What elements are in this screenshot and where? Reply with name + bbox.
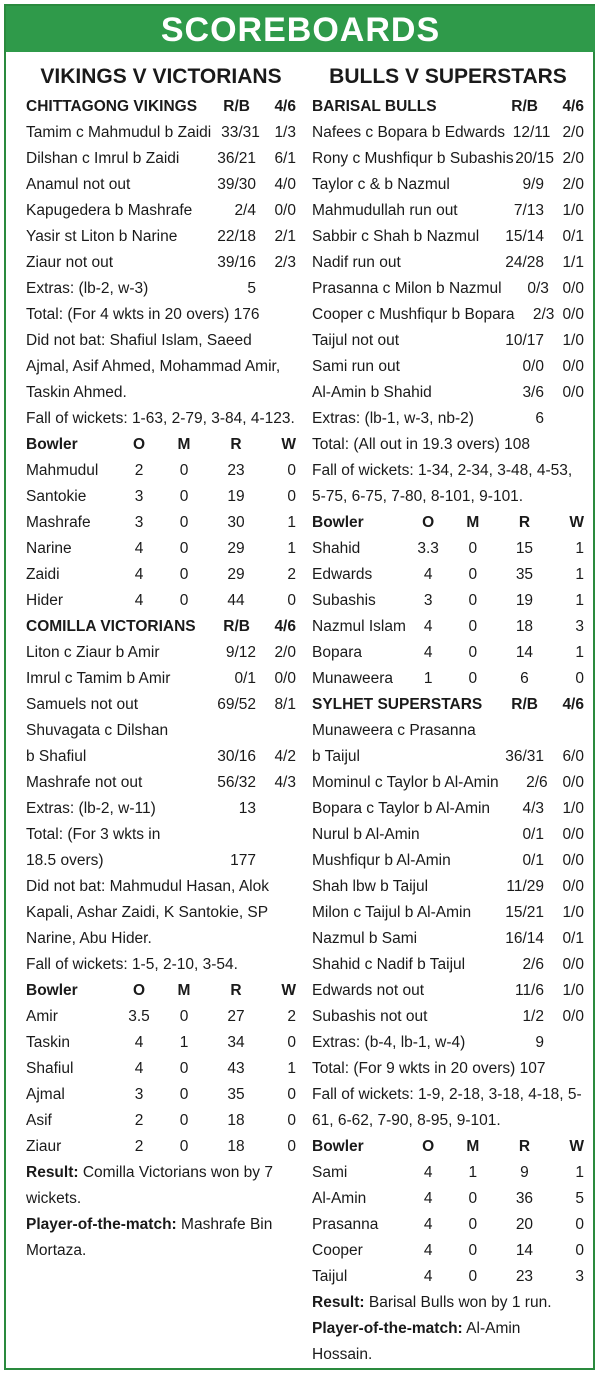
player-of-the-match: Player-of-the-match: Al-Amin Hossain.: [312, 1320, 521, 1363]
fall-of-wickets: Fall of wickets: 1-9, 2-18, 3-18, 4-18, 5-61, 6-62, 7-90, 8-95, 9-101.: [312, 1086, 582, 1129]
team-header: COMILLA VICTORIANS R/B 4/6: [26, 618, 296, 635]
bowling-row: Shafiul 4 0 43 1: [26, 1060, 296, 1077]
total-line: Total: (For 9 wkts in 20 overs) 107: [312, 1060, 546, 1077]
result: Result: Comilla Victorians won by 7 wickets.: [26, 1164, 273, 1207]
bowling-row: Munaweera 1 0 6 0: [312, 670, 584, 687]
bowling-row: Cooper 4 0 14 0: [312, 1242, 584, 1259]
batting-row: Edwards not out 11/6 1/0: [312, 982, 584, 999]
total-line: Total: (All out in 19.3 overs) 108: [312, 436, 530, 453]
left-column: [26, 62, 296, 1264]
bowling-row: Narine 4 0 29 1: [26, 540, 296, 557]
batting-row: Imrul c Tamim b Amir 0/1 0/0: [26, 670, 296, 687]
did-not-bat: Did not bat: Shafiul Islam, Saeed Ajmal, Asif Ahmed, Mohammad Amir, Taskin Ahmed.: [26, 332, 281, 401]
batting-row: Ziaur not out 39/16 2/3: [26, 254, 296, 271]
extras-line: Extras: (lb-2, w-11) 13: [26, 800, 256, 817]
batting-row: Al-Amin b Shahid 3/6 0/0: [312, 384, 584, 401]
bowling-list: [26, 1004, 296, 1160]
bowling-list: [312, 1160, 584, 1290]
bowling-header: Bowler O M R W: [26, 436, 296, 453]
scoreboards-banner: SCOREBOARDS: [6, 6, 595, 52]
bowling-row: Nazmul Islam 4 0 18 3: [312, 618, 584, 635]
total-line: Total: (For 4 wkts in 20 overs) 176: [26, 306, 260, 323]
fall-of-wickets: Fall of wickets: 1-63, 2-79, 3-84, 4-123.: [26, 410, 295, 427]
extras-line: Extras: (lb-2, w-3) 5: [26, 280, 256, 297]
batting-row: Sabbir c Shah b Nazmul 15/14 0/1: [312, 228, 584, 245]
player-of-the-match: Player-of-the-match: Mashrafe Bin Mortaza.: [26, 1216, 273, 1259]
batting-row: Taijul not out 10/17 1/0: [312, 332, 584, 349]
batting-row: Mashrafe not out 56/32 4/3: [26, 774, 296, 791]
batting-list: [312, 770, 584, 1056]
bowling-row: Mashrafe 3 0 30 1: [26, 514, 296, 531]
match-title: BULLS V SUPERSTARS: [329, 65, 567, 88]
batting-row: Mominul c Taylor b Al-Amin 2/6 0/0: [312, 774, 584, 791]
bowling-header: Bowler O M R W: [312, 514, 584, 531]
bowling-row: Prasanna 4 0 20 0: [312, 1216, 584, 1233]
team-header: SYLHET SUPERSTARS R/B 4/6: [312, 696, 584, 713]
batting-row: Shahid c Nadif b Taijul 2/6 0/0: [312, 956, 584, 973]
bowling-row: Amir 3.5 0 27 2: [26, 1008, 296, 1025]
bowling-row: Taskin 4 1 34 0: [26, 1034, 296, 1051]
batting-row: Cooper c Mushfiqur b Bopara 2/3 0/0: [312, 306, 584, 323]
batting-row: Liton c Ziaur b Amir 9/12 2/0: [26, 644, 296, 661]
batting-row: b Shafiul 30/16 4/2: [26, 748, 296, 765]
batting-row: Tamim c Mahmudul b Zaidi 33/31 1/3: [26, 124, 296, 141]
bowling-row: Mahmudul 2 0 23 0: [26, 462, 296, 479]
bowling-header: Bowler O M R W: [26, 982, 296, 999]
bowling-row: Al-Amin 4 0 36 5: [312, 1190, 584, 1207]
batting-row: Taylor c & b Nazmul 9/9 2/0: [312, 176, 584, 193]
batting-row: Prasanna c Milon b Nazmul 0/3 0/0: [312, 280, 584, 297]
batting-row: Milon c Taijul b Al-Amin 15/21 1/0: [312, 904, 584, 921]
bowling-row: Shahid 3.3 0 15 1: [312, 540, 584, 557]
extras-line: Extras: (lb-1, w-3, nb-2) 6: [312, 410, 544, 427]
bowling-row: Sami 4 1 9 1: [312, 1164, 584, 1181]
bowling-row: Subashis 3 0 19 1: [312, 592, 584, 609]
batting-row: Yasir st Liton b Narine 22/18 2/1: [26, 228, 296, 245]
team-header: BARISAL BULLS R/B 4/6: [312, 98, 584, 115]
batting-row: Nazmul b Sami 16/14 0/1: [312, 930, 584, 947]
bowling-row: Hider 4 0 44 0: [26, 592, 296, 609]
batting-list: [26, 640, 296, 718]
batting-row: Munaweera c Prasanna: [312, 722, 476, 739]
bowling-header: Bowler O M R W: [312, 1138, 584, 1155]
extras-line: Extras: (b-4, lb-1, w-4) 9: [312, 1034, 544, 1051]
batting-row: b Taijul 36/31 6/0: [312, 748, 584, 765]
bowling-row: Zaidi 4 0 29 2: [26, 566, 296, 583]
batting-row: Nurul b Al-Amin 0/1 0/0: [312, 826, 584, 843]
batting-list: [26, 120, 296, 302]
batting-row: Samuels not out 69/52 8/1: [26, 696, 296, 713]
bowling-row: Ajmal 3 0 35 0: [26, 1086, 296, 1103]
batting-row: Mushfiqur b Al-Amin 0/1 0/0: [312, 852, 584, 869]
right-column: [312, 62, 584, 1368]
did-not-bat: Did not bat: Mahmudul Hasan, Alok Kapali, Ashar Zaidi, K Santokie, SP Narine, Abu Hider.: [26, 878, 269, 947]
batting-list: [312, 120, 584, 432]
batting-row: Kapugedera b Mashrafe 2/4 0/0: [26, 202, 296, 219]
result: Result: Barisal Bulls won by 1 run.: [312, 1294, 552, 1311]
bowling-list: [26, 458, 296, 614]
batting-row: Dilshan c Imrul b Zaidi 36/21 6/1: [26, 150, 296, 167]
team-header: CHITTAGONG VIKINGS R/B 4/6: [26, 98, 296, 115]
match-title: VIKINGS V VICTORIANS: [40, 65, 282, 88]
batting-row: Rony c Mushfiqur b Subashis 20/15 2/0: [312, 150, 584, 167]
bowling-list: [312, 536, 584, 692]
batting-row: Nafees c Bopara b Edwards 12/11 2/0: [312, 124, 584, 141]
batting-row: Nadif run out 24/28 1/1: [312, 254, 584, 271]
batting-row: Bopara c Taylor b Al-Amin 4/3 1/0: [312, 800, 584, 817]
batting-row: Shuvagata c Dilshan: [26, 722, 169, 739]
total-line: Total: (For 3 wkts in: [26, 826, 161, 843]
total-line: 18.5 overs) 177: [26, 852, 256, 869]
bowling-row: Santokie 3 0 19 0: [26, 488, 296, 505]
bowling-row: Bopara 4 0 14 1: [312, 644, 584, 661]
bowling-row: Edwards 4 0 35 1: [312, 566, 584, 583]
bowling-row: Ziaur 2 0 18 0: [26, 1138, 296, 1155]
batting-row: Mahmudullah run out 7/13 1/0: [312, 202, 584, 219]
bowling-row: Asif 2 0 18 0: [26, 1112, 296, 1129]
batting-row: Shah lbw b Taijul 11/29 0/0: [312, 878, 584, 895]
batting-row: Sami run out 0/0 0/0: [312, 358, 584, 375]
fall-of-wickets: Fall of wickets: 1-34, 2-34, 3-48, 4-53, 5-75, 6-75, 7-80, 8-101, 9-101.: [312, 462, 573, 505]
batting-row: Subashis not out 1/2 0/0: [312, 1008, 584, 1025]
bowling-row: Taijul 4 0 23 3: [312, 1268, 584, 1285]
batting-row: Anamul not out 39/30 4/0: [26, 176, 296, 193]
fall-of-wickets: Fall of wickets: 1-5, 2-10, 3-54.: [26, 956, 238, 973]
